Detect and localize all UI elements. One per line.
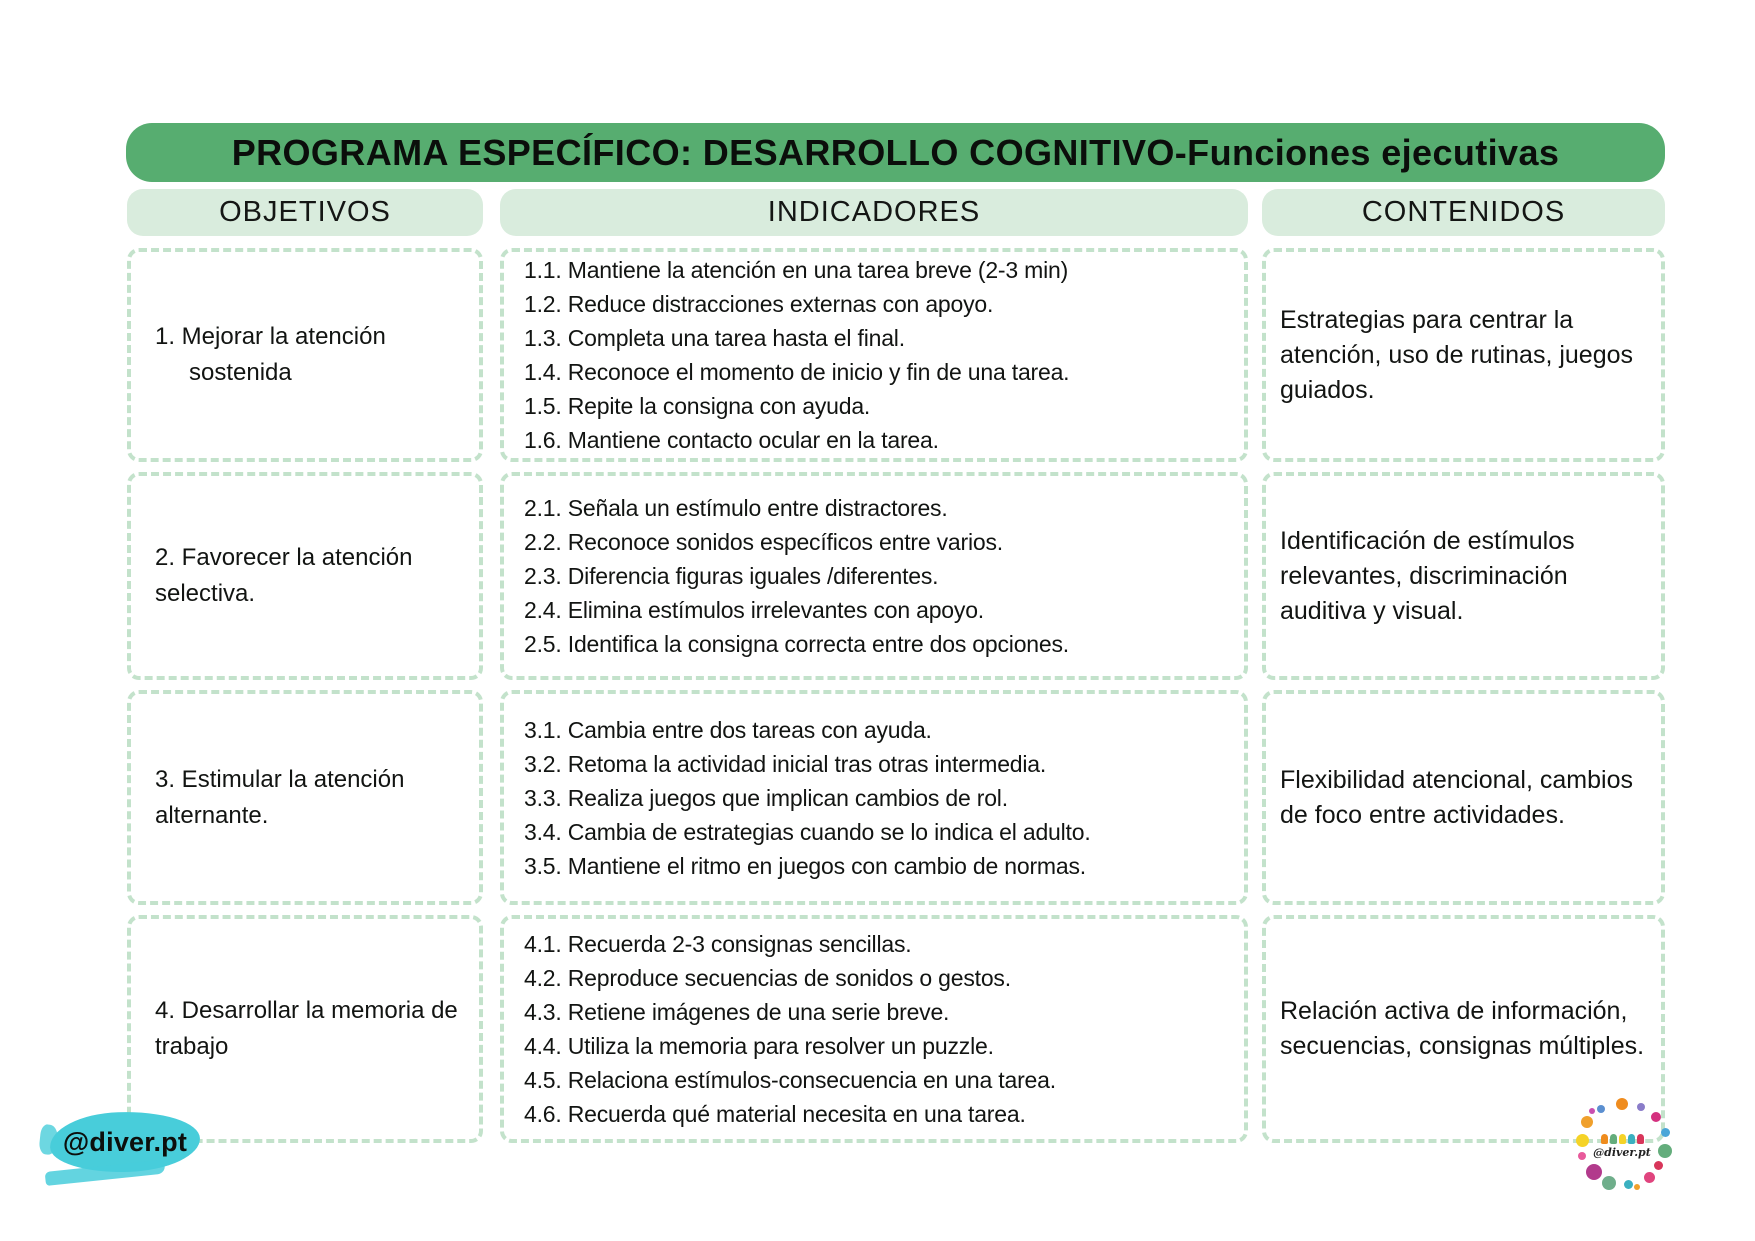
indicator-item: 4.2. Reproduce secuencias de sonidos o gestos. (524, 965, 1011, 991)
logo-figure (1610, 1134, 1617, 1144)
column-header-contenidos: CONTENIDOS (1262, 189, 1665, 236)
contenidos-text-3: Flexibilidad atencional, cambios de foco entre actividades. (1280, 765, 1633, 829)
logo-dot (1654, 1161, 1663, 1170)
logo-dot (1597, 1105, 1605, 1113)
indicator-item: 4.6. Recuerda qué material necesita en una tarea. (524, 1101, 1026, 1127)
indicator-item: 1.2. Reduce distracciones externas con apoyo. (524, 291, 994, 317)
objetivo-text-4: 4. Desarrollar la memoria de trabajo (155, 997, 458, 1060)
diver-handle-badge (50, 1112, 200, 1172)
indicadores-cell-4 (500, 915, 1248, 1143)
logo-dot (1578, 1152, 1586, 1160)
logo-dot (1661, 1128, 1670, 1137)
logo-figure (1637, 1134, 1644, 1144)
column-header-objetivos: OBJETIVOS (127, 189, 483, 236)
indicator-item: 4.3. Retiene imágenes de una serie breve. (524, 999, 950, 1025)
contenidos-text-4: Relación activa de información, secuencias, consignas múltiples. (1280, 997, 1645, 1060)
logo-dot (1616, 1098, 1628, 1110)
logo-dot (1634, 1184, 1640, 1190)
indicadores-cell-1 (500, 248, 1248, 462)
indicator-item: 3.5. Mantiene el ritmo en juegos con cambio de normas. (524, 852, 1086, 879)
objetivo-cell-1 (127, 248, 483, 462)
objetivo-cell-4 (127, 915, 483, 1143)
diver-handle-text: @diver.pt (62, 1126, 188, 1157)
logo-dot (1637, 1103, 1645, 1111)
diver-dot-logo (1576, 1098, 1668, 1190)
logo-dot (1589, 1108, 1595, 1114)
contenidos-cell-1 (1262, 248, 1665, 462)
contenidos-text-2: Identificación de estímulos relevantes, discriminación auditiva y visual. (1280, 526, 1575, 625)
indicator-item: 2.3. Diferencia figuras iguales /diferentes. (524, 563, 939, 589)
indicator-item: 1.4. Reconoce el momento de inicio y fin de una tarea. (524, 359, 1070, 385)
logo-figure (1628, 1134, 1635, 1144)
logo-dot (1658, 1144, 1672, 1158)
objetivo-text-1: 1. Mejorar la atención sostenida (155, 323, 386, 386)
indicator-item: 1.3. Completa una tarea hasta el final. (524, 325, 905, 351)
indicator-item: 2.4. Elimina estímulos irrelevantes con apoyo. (524, 597, 984, 623)
indicator-item: 3.1. Cambia entre dos tareas con ayuda. (524, 716, 932, 743)
indicadores-cell-2 (500, 472, 1248, 680)
indicator-item: 3.4. Cambia de estrategias cuando se lo indica el adulto. (524, 818, 1091, 845)
indicator-item: 3.2. Retoma la actividad inicial tras otras intermedia. (524, 750, 1047, 777)
indicator-item: 3.3. Realiza juegos que implican cambios de rol. (524, 784, 1008, 811)
logo-dot (1602, 1176, 1616, 1190)
logo-figure (1601, 1134, 1608, 1144)
contenidos-text-1: Estrategias para centrar la atención, uso de rutinas, juegos guiados. (1280, 305, 1634, 404)
indicator-item: 1.6. Mantiene contacto ocular en la tarea. (524, 427, 939, 453)
indicator-item: 1.5. Repite la consigna con ayuda. (524, 393, 871, 419)
indicator-item: 2.2. Reconoce sonidos específicos entre varios. (524, 529, 1003, 555)
objetivo-text-3: 3. Estimular la atención alternante. (155, 765, 405, 829)
logo-dot (1651, 1112, 1661, 1122)
objetivo-text-2: 2. Favorecer la atención selectiva. (155, 544, 413, 607)
contenidos-cell-3 (1262, 690, 1665, 905)
indicator-item: 1.1. Mantiene la atención en una tarea breve (2-3 min) (524, 257, 1069, 283)
program-title: PROGRAMA ESPECÍFICO: DESARROLLO COGNITIVO-Funciones ejecutivas (231, 131, 1560, 173)
logo-dot (1624, 1180, 1633, 1189)
indicator-item: 2.1. Señala un estímulo entre distractores. (524, 495, 948, 521)
program-title-bar (126, 123, 1665, 182)
logo-dot (1581, 1116, 1593, 1128)
indicator-item: 2.5. Identifica la consigna correcta entre dos opciones. (524, 631, 1069, 657)
logo-children-figures (1601, 1134, 1644, 1144)
logo-dot (1644, 1172, 1655, 1183)
indicator-item: 4.4. Utiliza la memoria para resolver un puzzle. (524, 1033, 994, 1059)
contenidos-cell-2 (1262, 472, 1665, 680)
logo-figure (1619, 1134, 1626, 1144)
logo-center (1590, 1124, 1654, 1168)
indicator-item: 4.1. Recuerda 2-3 consignas sencillas. (524, 931, 912, 957)
column-header-indicadores: INDICADORES (500, 189, 1248, 236)
objetivo-cell-3 (127, 690, 483, 905)
objetivo-cell-2 (127, 472, 483, 680)
logo-handle-text: @diver.pt (1593, 1145, 1651, 1159)
indicator-item: 4.5. Relaciona estímulos-consecuencia en una tarea. (524, 1067, 1056, 1093)
logo-dot (1586, 1164, 1602, 1180)
logo-dot (1576, 1134, 1589, 1147)
indicadores-cell-3 (500, 690, 1248, 905)
